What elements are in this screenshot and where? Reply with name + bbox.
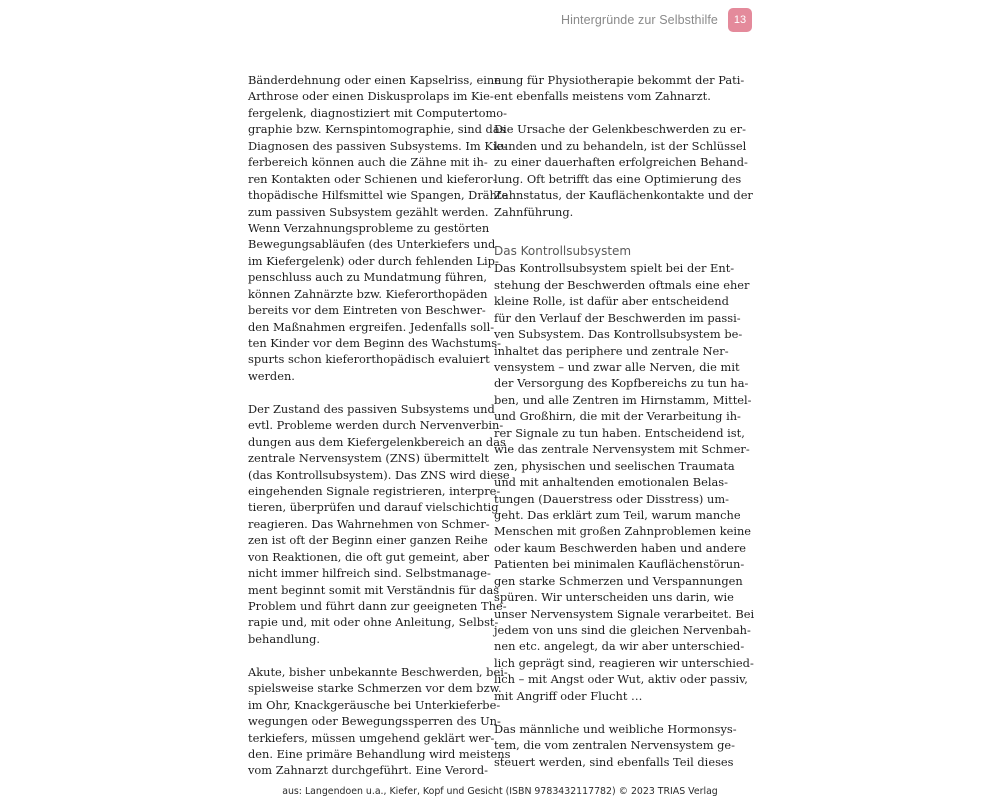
- text-line: Das männliche und weibliche Hormonsys-: [494, 721, 737, 736]
- text-line: den. Eine primäre Behandlung wird meistens: [248, 746, 511, 761]
- text-line: nen etc. angelegt, da wir aber unterschied-: [494, 639, 745, 654]
- text-line: thopädische Hilfsmittel wie Spangen, Drähte: [248, 188, 509, 203]
- text-line: Diagnosen des passiven Subsystems. Im Kie-: [248, 138, 508, 153]
- text-line: Die Ursache der Gelenkbeschwerden zu er-: [494, 122, 746, 137]
- text-line: ent ebenfalls meistens vom Zahnarzt.: [494, 89, 711, 104]
- text-line: spurts schon kieferorthopädisch evaluiert: [248, 352, 490, 367]
- right-column-paragraph: [494, 121, 753, 220]
- text-line: Problem und führt dann zur geeigneten The-: [248, 599, 507, 613]
- right-column-paragraph: [494, 260, 755, 704]
- text-line: inhaltet das periphere und zentrale Ner-: [494, 343, 729, 358]
- text-line: und mit anhaltenden emotionalen Belas-: [494, 475, 728, 490]
- text-line: für den Verlauf der Beschwerden im passi-: [494, 310, 741, 325]
- running-header-title: Hintergründe zur Selbsthilfe: [560, 13, 718, 27]
- text-line: von Reaktionen, die oft gut gemeint, aber: [248, 549, 490, 564]
- text-line: Das Kontrollsubsystem spielt bei der Ent-: [494, 261, 735, 276]
- text-line: kunden und zu behandeln, ist der Schlüssel: [494, 138, 747, 153]
- text-line: ten Kinder vor dem Beginn des Wachstums-: [248, 336, 501, 350]
- right-column-paragraph: [494, 72, 745, 105]
- text-line: Zahnstatus, der Kauflächenkontakte und der: [494, 188, 753, 203]
- text-line: zen ist oft der Beginn einer ganzen Reihe: [248, 533, 488, 548]
- text-line: Patienten bei minimalen Kauflächenstörun-: [494, 557, 745, 572]
- text-line: evtl. Probleme werden durch Nervenverbin-: [248, 418, 504, 433]
- text-line: den Maßnahmen ergreifen. Jedenfalls soll-: [248, 319, 495, 334]
- text-line: Wenn Verzahnungsprobleme zu gestörten: [248, 220, 490, 235]
- text-line: geht. Das erklärt zum Teil, warum manche: [494, 507, 741, 522]
- text-line: spielsweise starke Schmerzen vor dem bzw.: [248, 681, 502, 696]
- text-line: jedem von uns sind die gleichen Nervenbah-: [494, 623, 751, 637]
- running-header: [561, 8, 752, 32]
- text-line: graphie bzw. Kernspintomographie, sind das: [248, 122, 506, 137]
- text-line: oder kaum Beschwerden haben und andere: [494, 540, 747, 555]
- text-line: ren Kontakten oder Schienen und kieferor-: [248, 171, 497, 186]
- text-line: rapie und, mit oder ohne Anleitung, Selbst-: [248, 615, 499, 630]
- text-line: penschluss auch zu Mundatmung führen,: [248, 270, 488, 285]
- text-line: bereits vor dem Eintreten von Beschwer-: [248, 303, 486, 318]
- text-line: zum passiven Subsystem gezählt werden.: [248, 204, 489, 219]
- right-text-column: [494, 72, 755, 770]
- section-heading: Das Kontrollsubsystem: [494, 244, 632, 259]
- text-line: tungen (Dauerstress oder Disstress) um-: [494, 491, 729, 506]
- text-line: eingehenden Signale registrieren, interpre-: [248, 483, 501, 498]
- text-line: gen starke Schmerzen und Verspannungen: [494, 573, 743, 588]
- text-line: zen, physischen und seelischen Traumata: [494, 458, 735, 473]
- text-line: Bänderdehnung oder einen Kapselriss, eine: [248, 73, 501, 87]
- text-line: und Großhirn, die mit der Verarbeitung ih-: [494, 409, 741, 424]
- text-line: tieren, überprüfen und darauf vielschichtig: [248, 500, 499, 515]
- text-line: Akute, bisher unbekannte Beschwerden, bei-: [248, 664, 508, 679]
- text-line: tem, die vom zentralen Nervensystem ge-: [494, 738, 736, 753]
- left-text-column: [248, 72, 511, 779]
- text-line: kleine Rolle, ist dafür aber entscheidend: [494, 294, 729, 309]
- text-line: terkiefers, müssen umgehend geklärt wer-: [248, 730, 495, 745]
- text-line: lich – mit Angst oder Wut, aktiv oder passiv,: [494, 672, 748, 687]
- text-line: behandlung.: [248, 631, 321, 646]
- text-line: Arthrose oder einen Diskusprolaps im Kie-: [248, 89, 494, 104]
- text-line: Menschen mit großen Zahnproblemen keine: [494, 524, 752, 539]
- text-line: steuert werden, sind ebenfalls Teil dieses: [494, 754, 734, 769]
- text-line: ment beginnt somit mit Verständnis für das: [248, 582, 500, 597]
- right-column-paragraph: [494, 721, 737, 770]
- text-line: ben, und alle Zentren im Hirnstamm, Mittel-: [494, 392, 752, 407]
- text-line: nung für Physiotherapie bekommt der Pati-: [494, 73, 745, 87]
- text-line: können Zahnärzte bzw. Kieferorthopäden: [248, 286, 488, 301]
- text-line: dungen aus dem Kiefergelenkbereich an das: [248, 434, 506, 449]
- paragraph-spacer: [248, 384, 474, 400]
- left-column-paragraph: [248, 664, 511, 779]
- source-citation-footer: aus: Langendoen u.a., Kiefer, Kopf und Gesicht (ISBN 9783432117782) © 2023 TRIAS Verlag: [282, 786, 718, 797]
- text-line: ferbereich können auch die Zähne mit ih-: [248, 155, 488, 170]
- page-number-badge: 13: [728, 8, 752, 32]
- text-line: unser Nervensystem Signale verarbeitet. Bei: [494, 606, 755, 621]
- text-line: der Versorgung des Kopfbereichs zu tun ha-: [494, 376, 749, 391]
- text-line: vom Zahnarzt durchgeführt. Eine Verord-: [248, 763, 488, 778]
- text-line: fergelenk, diagnostiziert mit Computertomo-: [248, 105, 507, 120]
- left-column-paragraph: [248, 72, 509, 384]
- text-line: mit Angriff oder Flucht …: [494, 688, 643, 703]
- text-line: nicht immer hilfreich sind. Selbstmanage-: [248, 566, 491, 581]
- text-line: Der Zustand des passiven Subsystems und: [248, 401, 495, 416]
- text-line: reagieren. Das Wahrnehmen von Schmer-: [248, 516, 490, 531]
- text-line: spüren. Wir unterscheiden uns darin, wie: [494, 590, 734, 605]
- paragraph-spacer: [248, 647, 474, 663]
- text-line: vensystem – und zwar alle Nerven, die mit: [494, 360, 740, 374]
- text-line: Zahnführung.: [494, 204, 574, 219]
- text-line: zu einer dauerhaften erfolgreichen Behand-: [494, 155, 748, 170]
- text-line: lich geprägt sind, reagieren wir unterschied-: [494, 655, 754, 670]
- text-line: zentrale Nervensystem (ZNS) übermittelt: [248, 451, 489, 466]
- text-line: (das Kontrollsubsystem). Das ZNS wird diese: [248, 467, 510, 482]
- text-line: werden.: [248, 368, 295, 383]
- text-line: lung. Oft betrifft das eine Optimierung des: [494, 171, 742, 186]
- section-spacer: [494, 220, 720, 236]
- left-column-paragraph: [248, 401, 510, 648]
- paragraph-spacer: [494, 704, 720, 720]
- text-line: im Kiefergelenk) oder durch fehlenden Lip-: [248, 253, 499, 268]
- text-line: stehung der Beschwerden oftmals eine eher: [494, 277, 750, 292]
- text-line: wegungen oder Bewegungssperren des Un-: [248, 714, 501, 729]
- text-line: wie das zentrale Nervensystem mit Schmer-: [494, 442, 750, 457]
- paragraph-spacer: [494, 105, 720, 121]
- text-line: Bewegungsabläufen (des Unterkiefers und: [248, 237, 496, 252]
- text-line: ven Subsystem. Das Kontrollsubsystem be-: [494, 327, 743, 342]
- text-line: rer Signale zu tun haben. Entscheidend ist,: [494, 425, 745, 440]
- text-line: im Ohr, Knackgeräusche bei Unterkieferbe-: [248, 697, 501, 712]
